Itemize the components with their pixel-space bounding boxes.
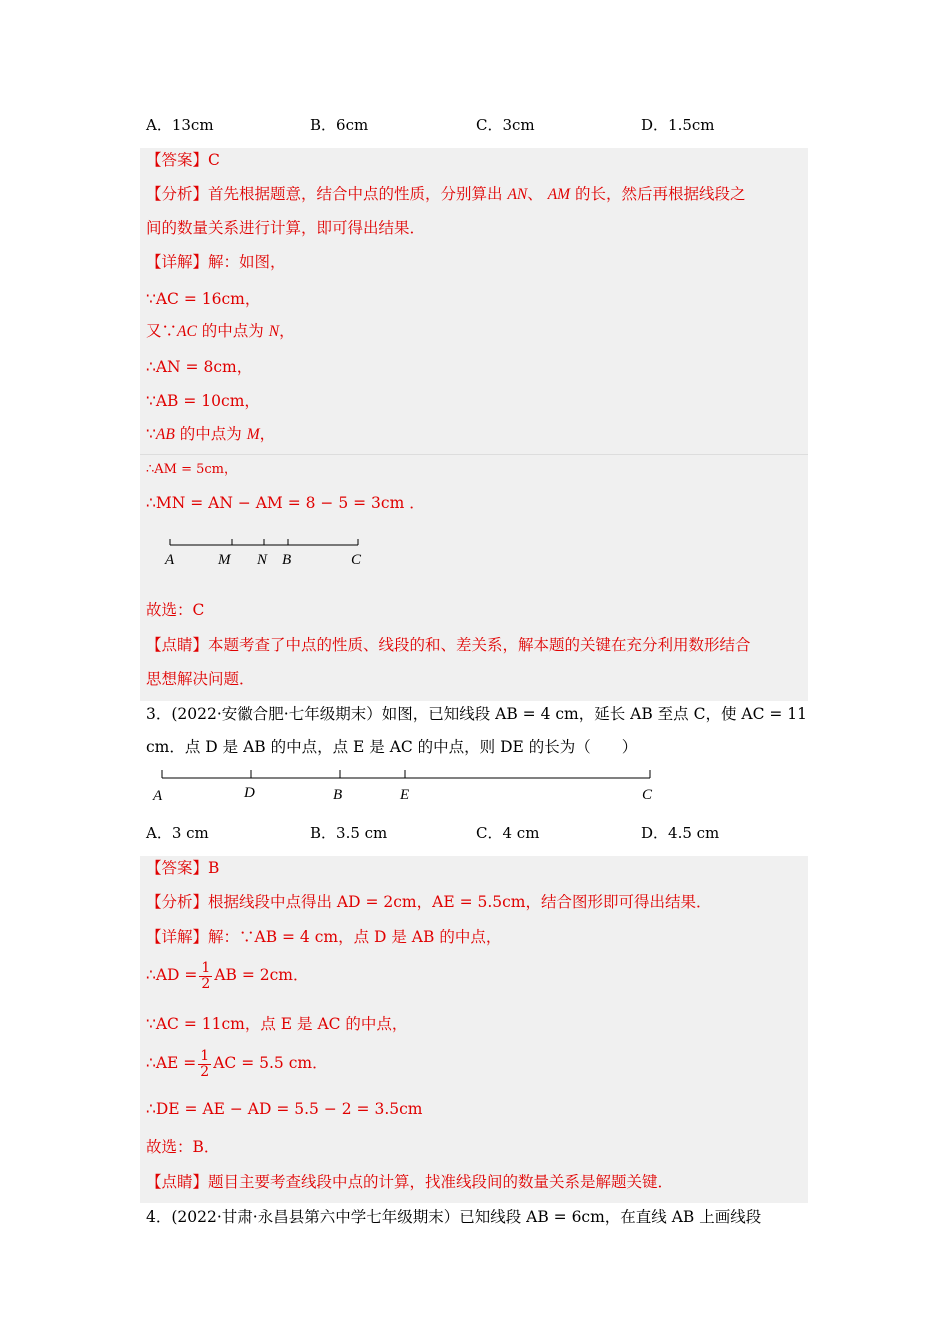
label-a: A (153, 788, 163, 804)
q3-stem-line1: 3．(2022·安徽合肥·七年级期末）如图，已知线段 AB = 4 cm，延长 AB 至点 C，使 AC = 11 (146, 705, 807, 723)
q3-comment: 【点睛】题目主要考查线段中点的计算，找准线段间的数量关系是解题关键． (146, 1173, 674, 1191)
q3-step-4: ∴DE = AE − AD = 5.5 − 2 = 3.5cm (146, 1100, 423, 1118)
q3-segment-figure (150, 766, 665, 806)
q2-analysis-line1: 【分析】首先根据题意，结合中点的性质，分别算出 AN、 AM 的长，然后再根据线段之 (146, 185, 746, 203)
q3-step-1: ∴AD = $\frac{1}{2}$ AB = 2cm． (146, 960, 309, 992)
q3-step-3: ∴AE = $\frac{1}{2}$ AC = 5.5 cm． (146, 1048, 328, 1080)
label-m: M (218, 552, 231, 568)
q2-step-7: ∴MN = AN − AM = 8 − 5 = 3cm ． (146, 494, 425, 512)
label-c: C (351, 552, 362, 568)
label-b: B (333, 787, 343, 803)
q2-step-3: ∴AN = 8cm， (146, 358, 253, 376)
q2-step-5: ∵AB 的中点为 M， (146, 425, 276, 443)
q2-step-6: ∴AM = 5cm， (146, 462, 238, 477)
divider (140, 454, 808, 455)
q2-option-c: C．3cm (476, 116, 535, 134)
q2-choice: 故选：C (146, 601, 205, 619)
label-e: E (400, 787, 410, 803)
q2-step-4: ∵AB = 10cm， (146, 392, 260, 410)
label-c: C (642, 787, 653, 803)
label-d: D (244, 785, 255, 801)
q2-segment-figure (160, 533, 375, 573)
q2-option-a: A．13cm (146, 116, 214, 134)
q3-option-c: C．4 cm (476, 824, 540, 842)
q3-stem-line2: cm．点 D 是 AB 的中点，点 E 是 AC 的中点，则 DE 的长为（ ） (146, 738, 638, 756)
q3-choice: 故选：B． (146, 1138, 220, 1156)
q2-comment-line2: 思想解决问题． (146, 670, 255, 688)
q3-step-2: ∵AC = 11cm，点 E 是 AC 的中点， (146, 1015, 408, 1033)
label-n: N (257, 552, 268, 568)
q3-option-a: A．3 cm (146, 824, 209, 842)
q2-comment-line1: 【点睛】本题考查了中点的性质、线段的和、差关系，解本题的关键在充分利用数形结合 (146, 636, 751, 654)
q3-detail: 【详解】解：∵AB = 4 cm，点 D 是 AB 的中点， (146, 928, 502, 946)
q3-option-d: D．4.5 cm (641, 824, 720, 842)
q2-step-2: 又∵AC 的中点为 N， (146, 322, 295, 340)
q3-answer: 【答案】B (146, 859, 220, 877)
q2-analysis-line2: 间的数量关系进行计算，即可得出结果． (146, 219, 426, 237)
label-b: B (282, 552, 292, 568)
q2-answer: 【答案】C (146, 151, 220, 169)
q2-detail-heading: 【详解】解：如图， (146, 253, 286, 271)
q2-step-1: ∵AC = 16cm， (146, 290, 261, 308)
q2-option-b: B．6cm (310, 116, 369, 134)
q3-option-b: B．3.5 cm (310, 824, 388, 842)
q4-stem: 4．(2022·甘肃·永昌县第六中学七年级期末）已知线段 AB = 6cm，在直线 AB 上画线段 (146, 1208, 762, 1226)
label-a: A (165, 552, 175, 568)
q3-analysis: 【分析】根据线段中点得出 AD = 2cm，AE = 5.5cm，结合图形即可得出结果． (146, 893, 712, 911)
q2-option-d: D．1.5cm (641, 116, 715, 134)
